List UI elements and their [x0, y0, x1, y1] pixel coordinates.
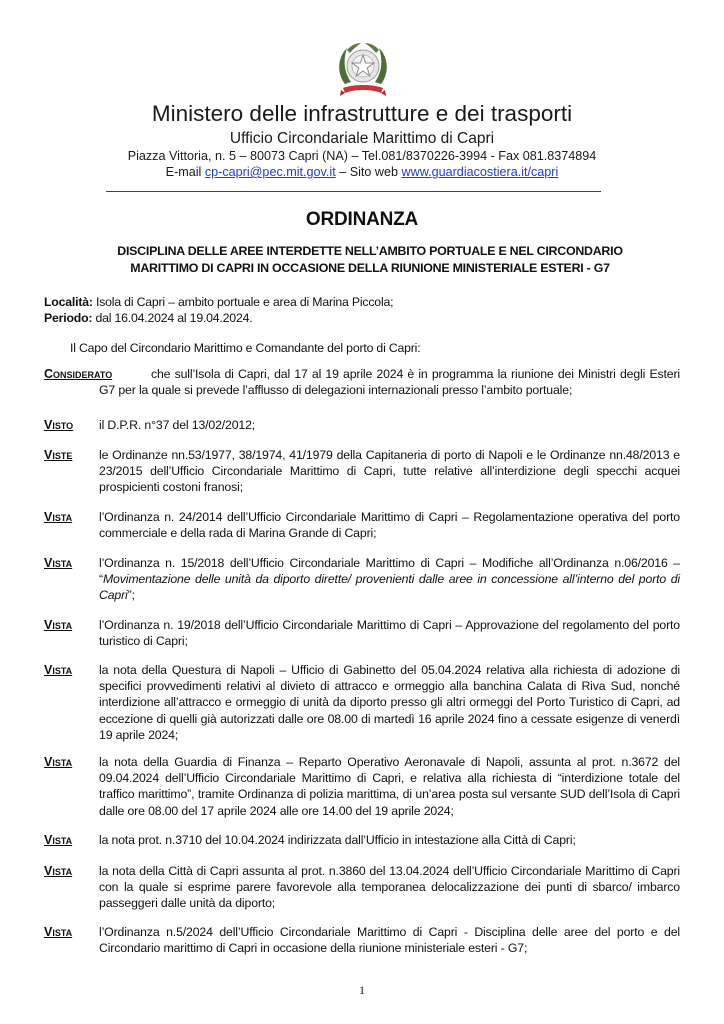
- clause-text: la nota della Città di Capri assunta al prot. n.3860 del 13.04.2024 dell’Ufficio Circondariale Marittimo di Capri con la quale si esprime parere favorevole alla temporanea delocalizzazione dei punti di sbarco/ imbarco passeggeri dalle unità da diporto;: [99, 864, 680, 911]
- clause-text: l’Ordinanza n.5/2024 dell’Ufficio Circondariale Marittimo di Capri - Disciplina delle aree del porto e del Circondario marittimo di Capri in occasione della riunione ministeriale esteri - G7;: [99, 925, 680, 956]
- ministry-name: Ministero delle infrastrutture e dei trasporti: [151, 101, 573, 126]
- document-title: ORDINANZA: [305, 209, 419, 230]
- period-label: Periodo:: [44, 311, 93, 325]
- header-divider: [106, 191, 601, 192]
- website-link[interactable]: www.guardiacostiera.it/capri: [401, 165, 559, 179]
- email-link[interactable]: cp-capri@pec.mit.gov.it: [204, 165, 336, 179]
- locality-row: [44, 295, 393, 309]
- clause-considerato: [44, 366, 680, 398]
- website-label: – Sito web: [339, 165, 399, 179]
- clause-vista: [44, 555, 680, 604]
- clause-vista: [44, 754, 680, 819]
- clause-vista: [44, 924, 680, 956]
- clause-keyword: Vista: [44, 618, 73, 632]
- clause-keyword: Vista: [44, 864, 73, 878]
- clause-text: la nota della Guardia di Finanza – Reparto Operativo Aeronavale di Napoli, assunta al prot. n.3672 del 09.04.2024 dell’Ufficio Circondariale Marittimo di Capri, e relativa alla richiesta di “interdizione totale del traffico marittimo”, tramite Ordinanza di polizia marittima, di un’area posta sul versante SUD dell’Isola di Capri dalle ore 08.00 del 17 aprile 2024 alle ore 14.00 del 19 aprile 2024;: [99, 755, 680, 818]
- italian-republic-emblem-icon: [335, 40, 391, 102]
- office-address: Piazza Vittoria, n. 5 – 80073 Capri (NA) – Tel.081/8370226-3994 - Fax 081.8374894: [127, 149, 597, 163]
- clause-vista: [44, 509, 680, 541]
- clause-text: la nota della Questura di Napoli – Ufficio di Gabinetto del 05.04.2024 relativa alla richiesta di adozione di specifici provvedimenti relativi al divieto di attracco e ormeggio alla banchina Calata di Riva Sud, nonché interdizione all’attracco e ormeggio di unità da diporto presso gli altri ormeggi del Porto Turistico di Capri, ad eccezione di quelli già autorizzati dalle ore 08.00 di martedì 16 aprile 2024 fino a cessate esigenze di venerdì 19 aprile 2024;: [99, 663, 680, 742]
- locality-value: Isola di Capri – ambito portuale e area di Marina Piccola;: [95, 295, 394, 309]
- clause-vista: [44, 832, 680, 848]
- clause-keyword: Vista: [44, 925, 73, 939]
- clause-text: l’Ordinanza n. 19/2018 dell’Ufficio Circondariale Marittimo di Capri – Approvazione del regolamento del porto turistico di Capri;: [99, 618, 680, 649]
- clause-keyword: Vista: [44, 510, 73, 524]
- clause-text: l’Ordinanza n. 15/2018 dell’Ufficio Circondariale Marittimo di Capri – Modifiche all’Ordinanza n.06/2016 – “Movimentazione delle unità da diporto dirette/ provenienti dalle aree in concessione all’interno del porto di Capri”;: [99, 556, 680, 603]
- clause-vista: [44, 863, 680, 912]
- clause-vista: [44, 662, 680, 743]
- clause-viste: [44, 447, 680, 496]
- document-subtitle: [40, 243, 700, 277]
- subtitle-line-1: DISCIPLINA DELLE AREE INTERDETTE NELL’AMBITO PORTUALE E NEL CIRCONDARIO: [117, 244, 623, 258]
- clause-keyword: Vista: [44, 663, 73, 677]
- locality-label: Località:: [44, 295, 93, 309]
- clause-text: le Ordinanze nn.53/1977, 38/1974, 41/1979 della Capitaneria di porto di Napoli e le Ordinanze nn.48/2013 e 23/2015 dell’Ufficio Circondariale Marittimo di Capri, tutte relative all’interdizione degli specchi acquei prospicienti costoni franosi;: [99, 448, 680, 495]
- clause-keyword: Vista: [44, 755, 73, 769]
- clause-text: la nota prot. n.3710 del 10.04.2024 indirizzata dall’Ufficio in intestazione alla Città di Capri;: [99, 833, 576, 847]
- intro-text: Il Capo del Circondario Marittimo e Comandante del porto di Capri:: [70, 341, 421, 355]
- clause-vista: [44, 617, 680, 649]
- clause-keyword: Vista: [44, 833, 73, 847]
- office-contacts: [0, 165, 724, 179]
- clause-text: l’Ordinanza n. 24/2014 dell’Ufficio Circondariale Marittimo di Capri – Regolamentazione operativa del porto commerciale e della rada di Marina Grande di Capri;: [99, 510, 680, 541]
- office-name: Ufficio Circondariale Marittimo di Capri: [229, 130, 495, 147]
- clause-keyword: Vista: [44, 556, 73, 570]
- clause-text: il D.P.R. n°37 del 13/02/2012;: [99, 418, 256, 432]
- page-number: 1: [359, 983, 365, 997]
- subtitle-line-2: MARITTIMO DI CAPRI IN OCCASIONE DELLA RIUNIONE MINISTERIALE ESTERI - G7: [130, 261, 610, 275]
- period-value: dal 16.04.2024 al 19.04.2024.: [95, 311, 253, 325]
- clause-keyword: Viste: [44, 448, 73, 462]
- clause-visto: [44, 417, 680, 433]
- clause-keyword: Considerato: [44, 367, 113, 381]
- period-row: [44, 311, 252, 325]
- email-label: E-mail: [165, 165, 202, 179]
- clause-text: che sull’Isola di Capri, dal 17 al 19 aprile 2024 è in programma la riunione dei Ministri degli Esteri G7 per la quale si prevede l’afflusso di delegazioni internazionali presso l’ambito portuale;: [99, 367, 680, 398]
- clause-keyword: Visto: [44, 418, 74, 432]
